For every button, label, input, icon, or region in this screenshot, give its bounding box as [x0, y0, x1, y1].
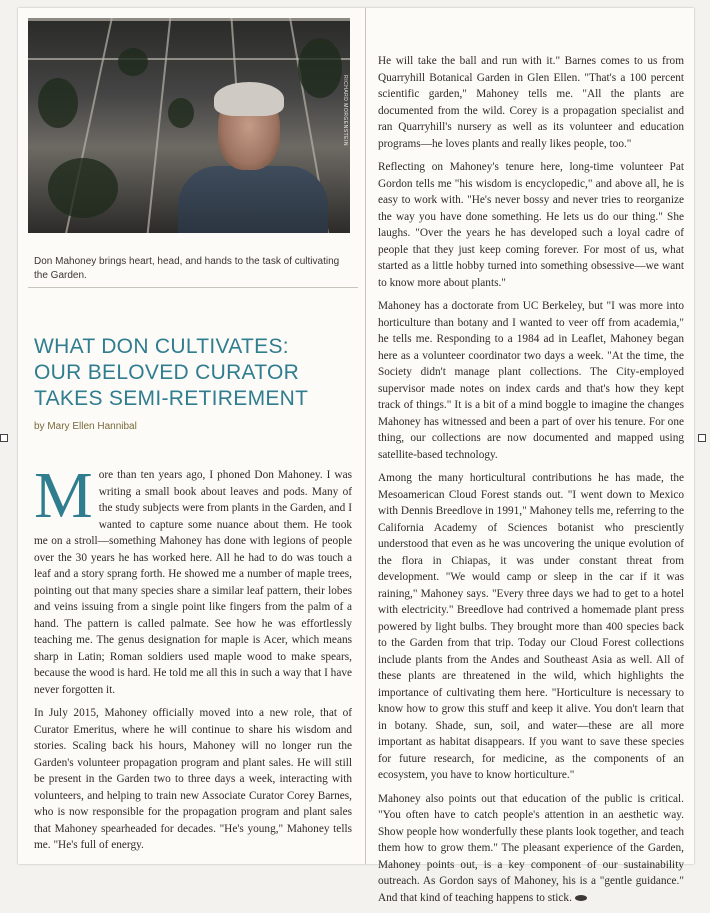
person-hair	[214, 82, 284, 116]
portrait-photo	[28, 18, 350, 233]
right-column	[378, 53, 684, 913]
column-divider	[365, 8, 366, 864]
paragraph: Mahoney has a doctorate from UC Berkeley, but "I was more into horticulture than botany and I wanted to veer off from academia," he tells me. Responding to a 1984 ad in Leaflet, Mahoney began here as a volunteer coordinator two days a week. "At the time, the Society didn't manage plant collections. The City-employed supervisor made notes on index cards and that's how they kept track of things." It is a bit of a mind boggle to imagine the changes Mahoney has witnessed and been a part of over his tenure. For one thing, our collections are now documented and mapped using satellite-based technology.	[378, 300, 684, 461]
photo-caption: Don Mahoney brings heart, head, and hands to the task of cultivating the Garden.	[34, 256, 340, 281]
left-resize-handle[interactable]	[0, 434, 8, 442]
paragraph-text: Mahoney also points out that education of the public is critical. "You often have to catch people's attention in an aesthetic way. Show people how wonderfully these plants look together, and teach them how to grow them." The pleasant experience of the Garden, Mahoney points out, is a key component of our sustainability outreach. As Gordon says of Mahoney, his is a "gentle guidance." And that kind of teaching happens to stick.	[378, 792, 684, 904]
paragraph	[378, 791, 684, 907]
right-resize-handle[interactable]	[698, 434, 706, 442]
end-mark-icon	[575, 895, 587, 901]
drop-cap: M	[34, 459, 93, 532]
paragraph: He will take the ball and run with it." Barnes comes to us from Quarryhill Botanical Garden in Glen Ellen. "That's a 100 percent scientific garden," Mahoney tells me. "All the plants are documented from the wild. Corey is a propagation specialist and ran Quarryhill's nursery as well as its volunteer and education programs—he loves plants and really likes people, too."	[378, 55, 684, 150]
left-column	[34, 459, 352, 861]
headline-line-3: TAKES SEMI-RETIREMENT	[34, 387, 309, 410]
byline: by Mary Ellen Hannibal	[34, 421, 137, 432]
paragraph	[34, 459, 352, 698]
person-shirt	[178, 166, 328, 233]
magazine-page	[18, 8, 694, 904]
headline-line-2: OUR BELOVED CURATOR	[34, 361, 300, 384]
paragraph-text: ore than ten years ago, I phoned Don Mahoney. I was writing a small book about leaves and pods. Many of the study subjects were from plants in the Garden, and I wanted to capture some nuance about them. He took me on a stroll—something Mahoney has done with legions of people over the 30 years he has worked here. All he had to do was touch a leaf and a story sprang forth. He showed me a number of maple trees, pointing out that many species share a similar leaf pattern, their lobes and veins issuing from a single point like fingers from the palm of a hand. The pattern is called palmate. See how he was effortlessly teaching me. The genus designation for maple is Acer, which means sharp in Latin; Roman soldiers used maple wood to make spears, because the wood is hard. He told me all this in such a way that I have never forgotten it.	[34, 469, 352, 696]
caption-divider	[28, 287, 358, 288]
article-headline	[34, 334, 354, 412]
paragraph: In July 2015, Mahoney officially moved into a new role, that of Curator Emeritus, where he will continue to share his wisdom and stories. Scaling back his hours, Mahoney will no longer run the Garden's volunteer propagation program and plant sales. He will still be present in the Garden two to three days a week, interacting with volunteers, and helping to train new Associate Curator Corey Barnes, who is now responsible for the propagation program and plant sales that Mahoney spearheaded for decades. "He's young," Mahoney tells me. "He's full of energy.	[34, 707, 352, 851]
paragraph: Among the many horticultural contributions he has made, the Mesoamerican Cloud Forest stands out. "I went down to Mexico with Dennis Breedlove in 1991," Mahoney tells me, referring to the California Academy of Sciences botanist who presciently understood that even as he was uncovering the unique evolution of the flora in Chiapas, it was under constant threat from development. "We would camp or sleep in the car if it was raining," Mahoney says. "Every three days we had to get to a hotel with electricity." Breedlove had contrived a homemade plant press powered by light bulbs. They brought more than 400 species back to the Garden from that trip. Today our Cloud Forest collections include plants from the Andes and Southeast Asia as well. All of these plants are threatened in the wild, which highlights the importance of cultivating them here. "Horticulture is necessary to know how to grow this stuff and keep it alive. You don't learn that in botany. Shade, sun, soil, and water—these are all more important as habitat disappears. If you want to save these species for future research, for medicine, as the components of an ecosystem, you have to know horticulture."	[378, 472, 684, 781]
photo-credit: RICHARD MORGENSTEIN	[342, 75, 348, 146]
headline-line-1: WHAT DON CULTIVATES:	[34, 335, 289, 358]
paragraph: Reflecting on Mahoney's tenure here, long-time volunteer Pat Gordon tells me "his wisdom is encyclopedic," and above all, he is easy to work with. "He's never bossy and never tries to reorganize the way you have done something. He lets us do our thing." She laughs. "Over the years he has developed such a loyal cadre of people that they just keep coming forever. For most of us, what started as a little hobby turned into something obsessive—we want to know more about plants."	[378, 161, 684, 289]
